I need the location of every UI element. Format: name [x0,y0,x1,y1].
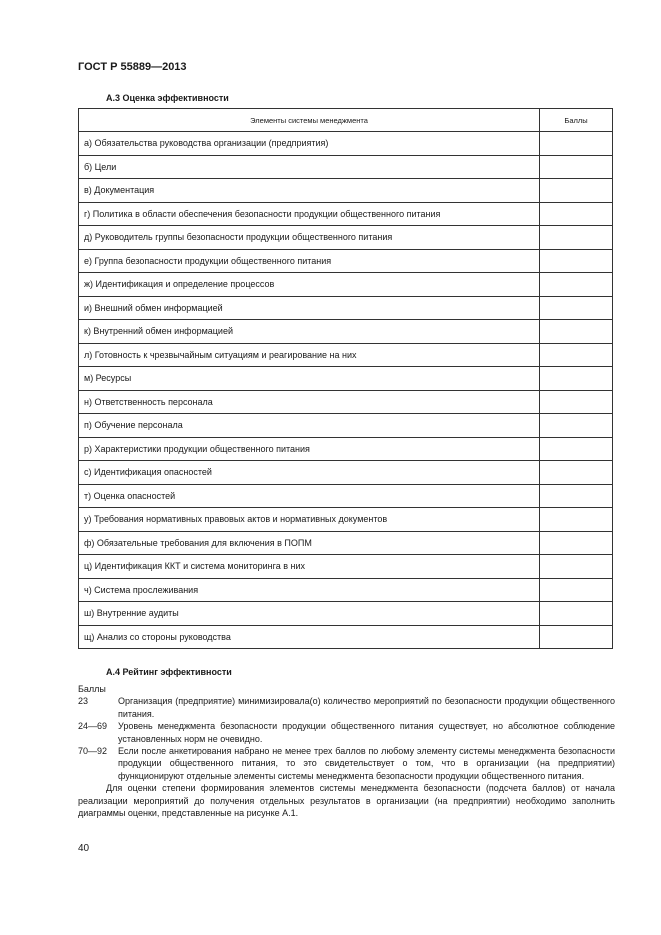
score-cell[interactable] [540,414,613,438]
element-name-cell: и) Внешний обмен информацией [79,296,540,320]
element-name-cell: в) Документация [79,179,540,203]
table-row [79,414,613,438]
page-number: 40 [78,843,90,854]
score-cell[interactable] [540,296,613,320]
rating-range: 24—69 [78,721,108,732]
element-name-cell: л) Готовность к чрезвычайным ситуациям и реагирование на них [79,343,540,367]
table-row [79,343,613,367]
instruction-paragraph: Для оценки степени формирования элементов системы менеджмента безопасности (подсчета баллов) от начала реализации мероприятий до получения отдельных результатов в организации (на предприятии) необходимо заполнить диаграммы оценки, представленные на рисунке А.1. [78,783,615,819]
element-name-cell: п) Обучение персонала [79,414,540,438]
score-cell[interactable] [540,437,613,461]
table-header-row [79,109,613,132]
table-row [79,367,613,391]
score-cell[interactable] [540,390,613,414]
score-cell[interactable] [540,226,613,250]
element-name-cell: г) Политика в области обеспечения безопасности продукции общественного питания [79,202,540,226]
section-a4-title: А.4 Рейтинг эффективности [106,667,232,677]
element-name-cell: ф) Обязательные требования для включения в ПОПМ [79,531,540,555]
score-cell[interactable] [540,555,613,579]
table-row [79,531,613,555]
table-row [79,132,613,156]
score-cell[interactable] [540,155,613,179]
element-name-cell: ж) Идентификация и определение процессов [79,273,540,297]
score-cell[interactable] [540,132,613,156]
element-name-cell: у) Требования нормативных правовых актов и нормативных документов [79,508,540,532]
rating-row [78,745,615,782]
score-cell[interactable] [540,249,613,273]
table-row [79,625,613,649]
rating-row [78,720,615,745]
score-cell[interactable] [540,273,613,297]
score-cell[interactable] [540,602,613,626]
table-row [79,320,613,344]
evaluation-table [78,108,613,649]
element-name-cell: н) Ответственность персонала [79,390,540,414]
score-cell[interactable] [540,461,613,485]
element-name-cell: ц) Идентификация ККТ и система мониторинга в них [79,555,540,579]
element-name-cell: ш) Внутренние аудиты [79,602,540,626]
table-row [79,273,613,297]
table-row [79,555,613,579]
score-cell[interactable] [540,202,613,226]
element-name-cell: е) Группа безопасности продукции общественного питания [79,249,540,273]
rating-block [78,683,615,819]
section-a3-title: А.3 Оценка эффективности [106,93,229,103]
score-cell[interactable] [540,367,613,391]
table-row [79,296,613,320]
rating-description: Если после анкетирования набрано не менее трех баллов по любому элементу системы менеджмента безопасности продукции общественного питания, то это свидетельствует о том, что в организации (на предприятии) функционируют отдельные элементы системы менеджмента безопасности продукции общественного питания. [118,746,615,781]
table-body [79,132,613,649]
table-row [79,226,613,250]
table-row [79,461,613,485]
table-row [79,249,613,273]
table-row [79,155,613,179]
element-name-cell: б) Цели [79,155,540,179]
document-id: ГОСТ Р 55889—2013 [78,61,187,73]
score-cell[interactable] [540,625,613,649]
score-cell[interactable] [540,578,613,602]
table-row [79,602,613,626]
element-name-cell: а) Обязательства руководства организации (предприятия) [79,132,540,156]
rating-range: 23 [78,696,89,707]
table-row [79,484,613,508]
table-row [79,179,613,203]
rating-row [78,695,615,720]
element-name-cell: к) Внутренний обмен информацией [79,320,540,344]
element-name-cell: с) Идентификация опасностей [79,461,540,485]
table-row [79,508,613,532]
element-name-cell: т) Оценка опасностей [79,484,540,508]
scores-label: Баллы [78,684,106,694]
rating-range: 70—92 [78,746,108,757]
score-cell[interactable] [540,179,613,203]
rating-description: Организация (предприятие) минимизировала(о) количество мероприятий по безопасности продукции общественного питания. [118,696,615,719]
table-row [79,578,613,602]
rating-list [78,695,615,782]
table-row [79,390,613,414]
column-header-score: Баллы [540,109,613,132]
score-cell[interactable] [540,508,613,532]
score-cell[interactable] [540,531,613,555]
element-name-cell: р) Характеристики продукции общественного питания [79,437,540,461]
element-name-cell: ч) Система прослеживания [79,578,540,602]
score-cell[interactable] [540,484,613,508]
score-cell[interactable] [540,320,613,344]
element-name-cell: м) Ресурсы [79,367,540,391]
score-cell[interactable] [540,343,613,367]
element-name-cell: д) Руководитель группы безопасности продукции общественного питания [79,226,540,250]
element-name-cell: щ) Анализ со стороны руководства [79,625,540,649]
table-row [79,437,613,461]
rating-description: Уровень менеджмента безопасности продукции общественного питания существует, но абсолютное соблюдение установленных норм не очевидно. [118,721,615,744]
column-header-elements: Элементы системы менеджмента [79,109,540,132]
table-row [79,202,613,226]
